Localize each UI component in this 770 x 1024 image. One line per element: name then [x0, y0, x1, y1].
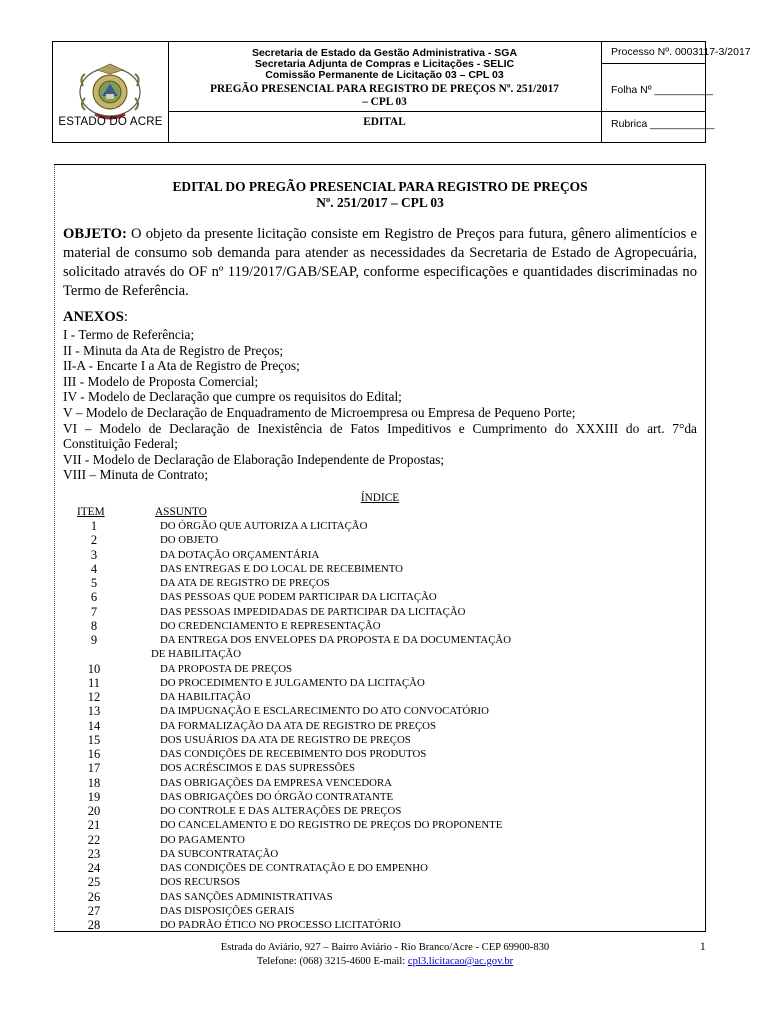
index-item-subject: DO OBJETO	[160, 534, 219, 547]
secretaria-adjunta-line: Secretaria Adjunta de Compras e Licitações - SELIC	[254, 58, 515, 70]
index-item-subject: DA DOTAÇÃO ORÇAMENTÁRIA	[160, 548, 320, 561]
objeto-label: OBJETO:	[63, 226, 127, 242]
index-item-number: 11	[87, 675, 101, 690]
index-item-subject: DAS CONDIÇÕES DE RECEBIMENTO DOS PRODUTOS	[160, 748, 427, 760]
index-item-subject: DAS CONDIÇÕES DE CONTRATAÇÃO E DO EMPENHO	[160, 862, 428, 874]
anexos-list	[63, 327, 697, 483]
index-item-subject: DOS RECURSOS	[160, 876, 241, 889]
index-item-subject: DO CANCELAMENTO E DO REGISTRO DE PREÇOS DO PROPONENTE	[160, 819, 503, 832]
anexos-colon: :	[123, 309, 128, 325]
page-number: 1	[700, 941, 706, 953]
index-item-number: 2	[90, 533, 98, 548]
index-row	[55, 690, 705, 704]
document-title-line2: Nº. 251/2017 – CPL 03	[316, 195, 444, 210]
anexo-item: II-A - Encarte I a Ata de Registro de Preços;	[63, 358, 300, 374]
index-item-subject: DAS PESSOAS IMPEDIDADAS DE PARTICIPAR DA LICITAÇÃO	[160, 605, 466, 618]
index-item-number: 18	[87, 775, 101, 790]
process-divider	[601, 63, 705, 64]
document-header	[52, 41, 751, 143]
objeto-paragraph	[63, 225, 697, 301]
index-item-number: 20	[87, 804, 101, 818]
index-item-number: 12	[87, 690, 101, 704]
index-row	[55, 719, 705, 733]
index-item-number: 21	[87, 818, 101, 833]
state-name: ESTADO DO ACRE	[58, 116, 163, 128]
index-item-subject: DO PROCEDIMENTO E JULGAMENTO DA LICITAÇÃO	[160, 676, 425, 689]
index-row	[55, 861, 705, 875]
folha-divider	[601, 111, 705, 112]
anexos-heading	[63, 309, 128, 326]
header-process-cell	[601, 42, 751, 142]
index-row	[55, 533, 705, 547]
index-row	[55, 790, 705, 804]
index-item-number: 22	[87, 832, 101, 847]
anexo-item: II - Minuta da Ata de Registro de Preços;	[63, 342, 284, 358]
index-row	[55, 704, 705, 718]
pregao-title-line2: – CPL 03	[362, 96, 407, 108]
index-item-number: 16	[87, 747, 101, 761]
processo-number: Processo Nº. 0003117-3/2017	[611, 46, 751, 58]
footer-phone: Telefone: (068) 3215-4600 E-mail:	[256, 956, 408, 967]
index-item-subject: DAS DISPOSIÇÕES GERAIS	[160, 904, 295, 917]
index-item-subject-continued: DE HABILITAÇÃO	[151, 648, 241, 661]
index-row	[55, 590, 705, 604]
index-row	[55, 847, 705, 861]
index-item-subject: DAS ENTREGAS E DO LOCAL DE RECEBIMENTO	[160, 562, 403, 575]
edital-label: EDITAL	[363, 116, 406, 128]
footer-address: Estrada do Aviário, 927 – Bairro Aviário - Rio Branco/Acre - CEP 69900-830	[220, 942, 550, 953]
index-row	[55, 833, 705, 847]
index-item-number: 26	[87, 889, 101, 904]
index-item-subject: DA FORMALIZAÇÃO DA ATA DE REGISTRO DE PREÇOS	[160, 719, 436, 732]
anexo-item: III - Modelo de Proposta Comercial;	[63, 373, 259, 389]
index-item-subject: DAS PESSOAS QUE PODEM PARTICIPAR DA LICITAÇÃO	[160, 591, 437, 604]
index-row	[55, 804, 705, 818]
anexo-item: I - Termo de Referência;	[63, 327, 195, 342]
index-row	[55, 818, 705, 832]
index-item-number: 25	[87, 875, 101, 890]
index-item-number: 24	[87, 861, 101, 875]
anexo-item: V – Modelo de Declaração de Enquadramento de Microempresa ou Empresa de Pequeno Porte;	[63, 404, 576, 420]
index-row	[55, 747, 705, 761]
index-item-number: 1	[90, 519, 98, 533]
index-row	[55, 890, 705, 904]
index-item-number: 3	[90, 547, 98, 562]
index-row	[55, 619, 705, 633]
index-item-subject: DOS ACRÉSCIMOS E DAS SUPRESSÕES	[160, 762, 356, 775]
header-title-cell	[168, 42, 602, 142]
folha-field: Folha Nº __________	[611, 84, 713, 96]
index-item-number: 15	[87, 732, 101, 747]
index-item-subject: DO ÓRGÃO QUE AUTORIZA A LICITAÇÃO	[160, 520, 368, 532]
index-item-number: 10	[87, 661, 101, 676]
document-title	[55, 179, 705, 211]
index-row	[55, 662, 705, 676]
index-item-subject: DAS OBRIGAÇÕES DA EMPRESA VENCEDORA	[160, 776, 392, 789]
anexos-label: ANEXOS	[63, 309, 124, 325]
anexo-item: VI – Modelo de Declaração de Inexistência de Fatos Impeditivos e Cumprimento do XXXIII do art. 7°da Constituição Federal;	[63, 420, 697, 452]
anexo-item: VIII – Minuta de Contrato;	[63, 467, 209, 483]
index-row	[55, 904, 705, 918]
header-divider	[168, 111, 601, 112]
index-item-number: 4	[90, 561, 98, 576]
header-logo-cell	[53, 42, 169, 142]
index-item-subject: DA ATA DE REGISTRO DE PREÇOS	[160, 577, 330, 589]
pregao-title	[168, 83, 601, 109]
index-item-subject: DAS SANÇÕES ADMINISTRATIVAS	[160, 890, 333, 903]
anexo-item: IV - Modelo de Declaração que cumpre os requisitos do Edital;	[63, 389, 402, 405]
index-item-subject: DA PROPOSTA DE PREÇOS	[160, 662, 293, 675]
index-item-number: 27	[87, 903, 101, 918]
index-row	[55, 562, 705, 576]
index-item-subject: DA SUBCONTRATAÇÃO	[160, 847, 279, 860]
index-row	[55, 761, 705, 775]
index-item-subject: DO CREDENCIAMENTO E REPRESENTAÇÃO	[160, 619, 381, 632]
objeto-text: O objeto da presente licitação consiste em Registro de Preços para futura, gênero alimentícios e material de consumo sob demanda para atender as necessidades da Secretaria de Estado de Agropecuária, solicitado através do OF nº 119/2017/GAB/SEAP, conforme especificações e quantidades discriminadas no Termo de Referência.	[63, 226, 697, 299]
index-row	[55, 519, 705, 533]
index-item-subject: DA IMPUGNAÇÃO E ESCLARECIMENTO DO ATO CONVOCATÓRIO	[160, 705, 489, 718]
anexo-item: VII - Modelo de Declaração de Elaboração Independente de Propostas;	[63, 451, 445, 467]
index-item-subject: DOS USUÁRIOS DA ATA DE REGISTRO DE PREÇOS	[160, 733, 411, 746]
index-item-number: 17	[87, 761, 101, 776]
index-row	[55, 918, 705, 932]
index-item-number: 28	[87, 918, 101, 932]
index-row	[55, 733, 705, 747]
index-item-number: 9	[90, 633, 98, 647]
index-item-subject: DO PAGAMENTO	[160, 833, 245, 846]
index-item-number: 7	[90, 604, 98, 619]
index-item-subject: DA HABILITAÇÃO	[160, 691, 251, 703]
index-row	[55, 875, 705, 889]
index-item-number: 5	[90, 576, 98, 590]
index-item-subject: DAS OBRIGAÇÕES DO ÓRGÃO CONTRATANTE	[160, 790, 394, 803]
index-item-number: 6	[90, 590, 98, 605]
footer-contact	[0, 955, 770, 969]
index-col-item-header: ITEM	[77, 506, 105, 518]
rubrica-field: Rubrica ___________	[611, 118, 715, 130]
index-row	[55, 605, 705, 619]
index-item-number: 19	[87, 789, 101, 804]
footer-email-link[interactable]: cpl3.licitacao@ac.gov.br	[407, 956, 514, 967]
indice-title: ÍNDICE	[360, 492, 400, 504]
index-row	[55, 633, 705, 662]
index-item-number: 14	[87, 718, 101, 733]
index-item-subject: DA ENTREGA DOS ENVELOPES DA PROPOSTA E DA DOCUMENTAÇÃO	[160, 634, 511, 646]
index-row	[55, 676, 705, 690]
index-table	[55, 519, 705, 932]
index-row	[55, 548, 705, 562]
page-footer	[0, 941, 770, 969]
secretaria-line: Secretaria de Estado da Gestão Administrativa - SGA	[251, 47, 518, 59]
index-item-subject: DO PADRÃO ÉTICO NO PROCESSO LICITATÓRIO	[160, 919, 401, 931]
index-col-assunto-header: ASSUNTO	[155, 506, 207, 518]
index-item-subject: DO CONTROLE E DAS ALTERAÇÕES DE PREÇOS	[160, 805, 402, 817]
index-item-number: 13	[87, 704, 101, 719]
index-row	[55, 576, 705, 590]
edital-body	[54, 164, 706, 932]
index-item-number: 23	[87, 846, 101, 861]
index-item-number: 8	[90, 618, 98, 633]
document-title-line1: EDITAL DO PREGÃO PRESENCIAL PARA REGISTRO DE PREÇOS	[172, 179, 588, 194]
pregao-title-line1: PREGÃO PRESENCIAL PARA REGISTRO DE PREÇOS Nº. 251/2017	[210, 83, 559, 95]
index-row	[55, 776, 705, 790]
comissao-line: Comissão Permanente de Licitação 03 – CPL 03	[265, 69, 504, 81]
